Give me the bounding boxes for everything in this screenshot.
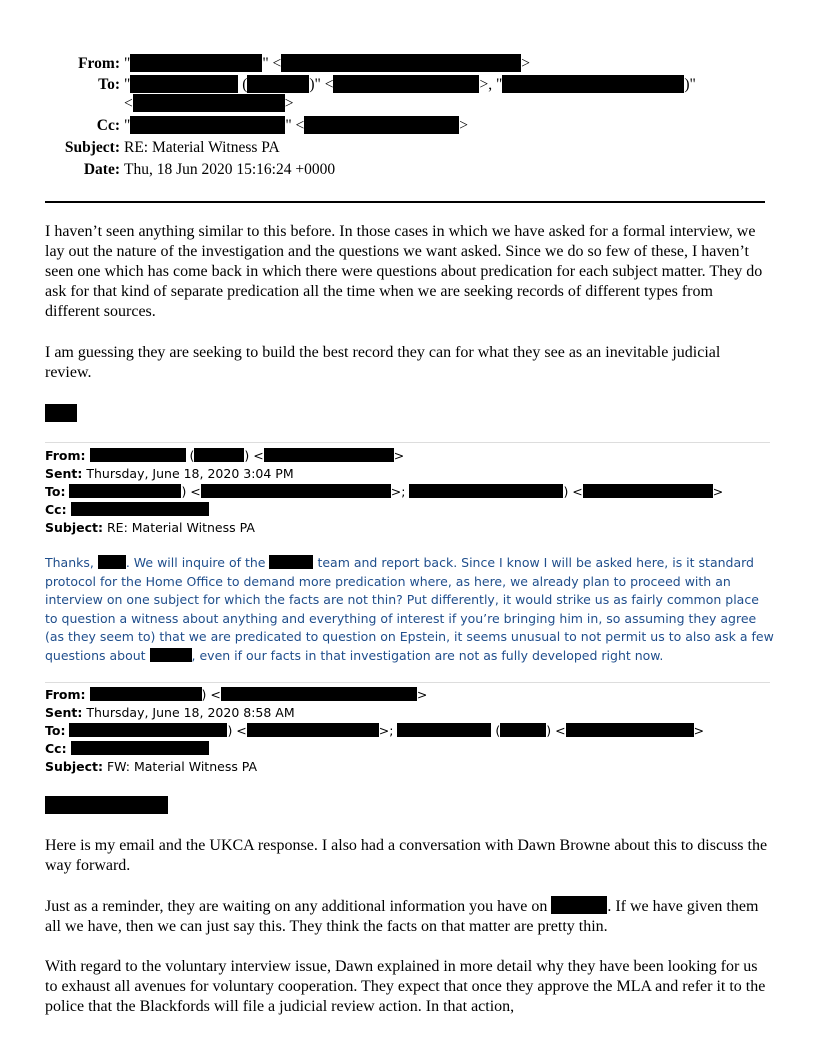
message-separator-2 xyxy=(45,682,770,683)
text-fragment: ) < xyxy=(181,484,201,499)
msg2-paragraph-2 xyxy=(45,896,770,937)
redaction-block xyxy=(304,116,459,134)
text-fragment: " xyxy=(124,76,131,93)
to-label: To: xyxy=(98,76,120,93)
msg1-from-label: From: xyxy=(45,448,86,463)
msg2-from-row xyxy=(45,686,427,704)
redaction-block xyxy=(500,723,546,737)
text-fragment: ) < xyxy=(201,687,221,702)
redaction-block xyxy=(201,484,391,498)
msg2-subject-label: Subject: xyxy=(45,759,103,774)
redaction-block xyxy=(247,723,379,737)
text-fragment: < xyxy=(124,95,133,112)
redaction-block xyxy=(150,648,192,662)
subject-label: Subject: xyxy=(64,139,120,156)
msg2-paragraph-1: Here is my email and the UKCA response. I also had a conversation with Dawn Browne about this to discuss the way forward. xyxy=(45,837,768,874)
message-separator-1 xyxy=(45,442,770,443)
msg2-sent-value: Thursday, June 18, 2020 8:58 AM xyxy=(86,705,295,720)
text-fragment: " < xyxy=(285,117,305,134)
redaction-block xyxy=(397,723,491,737)
redaction-block xyxy=(583,484,713,498)
redaction-block xyxy=(130,54,262,72)
text-fragment: > xyxy=(416,687,428,702)
redaction-block xyxy=(333,75,479,93)
redaction-block xyxy=(551,896,607,914)
msg2-subject-value: FW: Material Witness PA xyxy=(106,759,258,774)
redaction-block xyxy=(264,448,394,462)
header-to-row xyxy=(0,75,816,115)
body-paragraph-2: I am guessing they are seeking to build the best record they can for what they see as an inevitable judicial review. xyxy=(45,344,721,381)
msg2-cc-row xyxy=(45,740,209,758)
date-label: Date: xyxy=(83,161,120,178)
redaction-block xyxy=(409,484,563,498)
msg2-subject-row xyxy=(45,758,257,776)
subject-value: RE: Material Witness PA xyxy=(124,139,280,156)
text-fragment: >; xyxy=(378,723,398,738)
text-fragment: " < xyxy=(262,55,282,72)
msg1-from-row xyxy=(45,447,404,465)
text-fragment: ) < xyxy=(244,448,264,463)
msg1-body xyxy=(45,554,775,665)
redaction-block xyxy=(269,555,313,569)
text-fragment: > xyxy=(284,95,294,112)
text-fragment: > xyxy=(712,484,724,499)
msg2-paragraph-3: With regard to the voluntary interview issue, Dawn explained in more detail why they have been looking for us to exhaust all avenues for voluntary cooperation. They expect that once they approve the MLA and refer it to the police that the Blackfords will file a judicial review action. In that action, xyxy=(45,958,766,1015)
redaction-block xyxy=(98,555,126,569)
redaction-block xyxy=(247,75,309,93)
text-fragment: > xyxy=(459,117,469,134)
text-fragment: team and report back. Since I know I will be asked here, is it standard protocol for the Home Office to demand more predication where, as here, we already plan to proceed with an interview on one subject for which the facts are not thin? Put differently, it would strike us as fairly common place to question a witness about anything and everything of interest if you’re bringing him in, so assuming they agree (as they seem to) that we are predicated to question on Epstein, it seems unusual to not permit us to also ask a few questions about xyxy=(45,555,774,663)
text-fragment: ( xyxy=(238,76,248,93)
redaction-block xyxy=(71,741,209,755)
header-cc-row xyxy=(0,116,816,136)
to-value xyxy=(124,75,696,95)
msg1-subject-label: Subject: xyxy=(45,520,103,535)
text-fragment: . We will inquire of the xyxy=(125,555,270,570)
msg2-from-label: From: xyxy=(45,687,86,702)
redaction-block xyxy=(130,116,285,134)
msg1-sent-row xyxy=(45,465,294,483)
msg2-to-row xyxy=(45,722,704,740)
redaction-block xyxy=(502,75,684,93)
redaction-block xyxy=(69,723,227,737)
msg1-to-row xyxy=(45,483,723,501)
redaction-block xyxy=(130,75,238,93)
text-fragment: ( xyxy=(491,723,501,738)
from-label: From: xyxy=(78,55,120,72)
msg1-subject-row xyxy=(45,519,255,537)
text-fragment: >, " xyxy=(479,76,503,93)
text-fragment: ( xyxy=(185,448,195,463)
body-paragraph-1: I haven’t seen anything similar to this before. In those cases in which we have asked for a formal interview, we lay out the nature of the investigation and the questions we want asked. Since we do so few of these, I haven’t seen one which has come back in which there were questions about predication for each subject matter. They do ask for that kind of separate predication all the time when we are seeking records of different types from different sources. xyxy=(45,223,763,320)
signature-redaction xyxy=(45,404,77,422)
text-fragment: ) < xyxy=(546,723,566,738)
header-date-row xyxy=(0,160,816,180)
msg1-sent-label: Sent: xyxy=(45,466,83,481)
redaction-block xyxy=(90,448,186,462)
msg2-cc-label: Cc: xyxy=(45,741,67,756)
redaction-block xyxy=(194,448,244,462)
text-fragment: )" xyxy=(684,76,696,93)
redaction-block xyxy=(281,54,521,72)
header-from-row xyxy=(0,54,816,74)
text-fragment: " xyxy=(124,117,131,134)
text-fragment: , even if our facts in that investigation are not as fully developed right now. xyxy=(191,647,664,663)
cc-value xyxy=(124,116,468,136)
greeting-redaction xyxy=(45,796,168,814)
date-value: Thu, 18 Jun 2020 15:16:24 +0000 xyxy=(124,161,336,178)
text-fragment: " xyxy=(124,55,131,72)
text-fragment: Thanks, xyxy=(45,555,98,570)
text-fragment: ) < xyxy=(227,723,247,738)
redaction-block xyxy=(71,502,209,516)
msg1-to-label: To: xyxy=(45,484,66,499)
msg2-sent-label: Sent: xyxy=(45,705,83,720)
header-subject-row xyxy=(0,138,816,158)
msg1-cc-label: Cc: xyxy=(45,502,67,517)
text-fragment: > xyxy=(393,448,405,463)
msg1-sent-value: Thursday, June 18, 2020 3:04 PM xyxy=(86,466,294,481)
header-divider xyxy=(45,201,765,203)
text-fragment: > xyxy=(521,55,531,72)
to-value-line2 xyxy=(124,94,294,114)
redaction-block xyxy=(133,94,285,112)
redaction-block xyxy=(90,687,202,701)
from-value xyxy=(124,54,530,74)
redaction-block xyxy=(566,723,694,737)
msg2-to-label: To: xyxy=(45,723,66,738)
text-fragment: . If we have given them all we have, then we can just say this. They think the facts on that matter are pretty thin. xyxy=(45,898,759,935)
msg2-sent-row xyxy=(45,704,295,722)
text-fragment: >; xyxy=(390,484,410,499)
redaction-block xyxy=(221,687,417,701)
msg1-subject-value: RE: Material Witness PA xyxy=(106,520,255,535)
msg1-cc-row xyxy=(45,501,209,519)
cc-label: Cc: xyxy=(96,117,120,134)
text-fragment: Just as a reminder, they are waiting on any additional information you have on xyxy=(45,898,552,915)
redaction-block xyxy=(69,484,181,498)
text-fragment: )" < xyxy=(309,76,334,93)
text-fragment: > xyxy=(693,723,705,738)
text-fragment: ) < xyxy=(563,484,583,499)
